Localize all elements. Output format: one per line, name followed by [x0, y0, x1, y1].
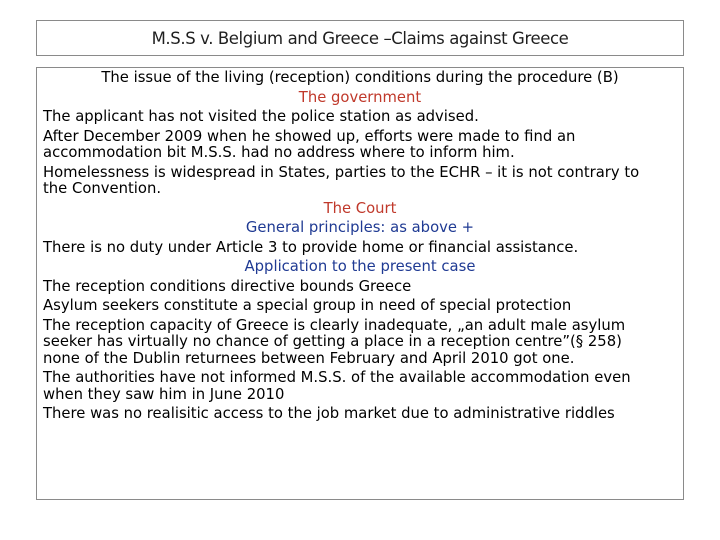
line-court-heading: The Court: [323, 199, 397, 217]
line-app-3b: seeker has virtually no chance of getting a place in a reception centre”(§ 258): [43, 333, 622, 350]
line-court-1: There is no duty under Article 3 to provide home or financial assistance.: [43, 238, 579, 256]
slide-title-box: [36, 20, 684, 56]
line-government-heading: The government: [298, 88, 422, 106]
slide-content-box: [36, 67, 684, 500]
line-gov-2b: accommodation bit M.S.S. had no address where to inform him.: [43, 144, 515, 161]
line-gov-3b: the Convention.: [43, 180, 162, 197]
line-heading: The issue of the living (reception) conditions during the procedure (B): [101, 69, 619, 86]
line-app-4a: The authorities have not informed M.S.S. of the available accommodation even: [43, 369, 631, 386]
line-gov-1: The applicant has not visited the police station as advised.: [43, 108, 479, 125]
line-app-3c: none of the Dublin returnees between February and April 2010 got one.: [43, 349, 575, 367]
line-app-2: Asylum seekers constitute a special group in need of special protection: [43, 297, 572, 314]
line-application-heading: Application to the present case: [244, 258, 476, 275]
line-app-3a: The reception capacity of Greece is clearly inadequate, „an adult male asylum: [43, 316, 626, 334]
line-app-4b: when they saw him in June 2010: [43, 385, 285, 403]
line-app-5: There was no realisitic access to the job market due to administrative riddles: [43, 405, 615, 422]
line-gov-3a: Homelessness is widespread in States, parties to the ECHR – it is not contrary to: [43, 163, 640, 181]
slide-title: M.S.S v. Belgium and Greece –Claims against Greece: [151, 28, 569, 48]
line-general-principles: General principles: as above +: [245, 219, 475, 236]
line-gov-2a: After December 2009 when he showed up, efforts were made to find an: [43, 127, 576, 145]
line-app-1: The reception conditions directive bounds Greece: [43, 277, 412, 295]
